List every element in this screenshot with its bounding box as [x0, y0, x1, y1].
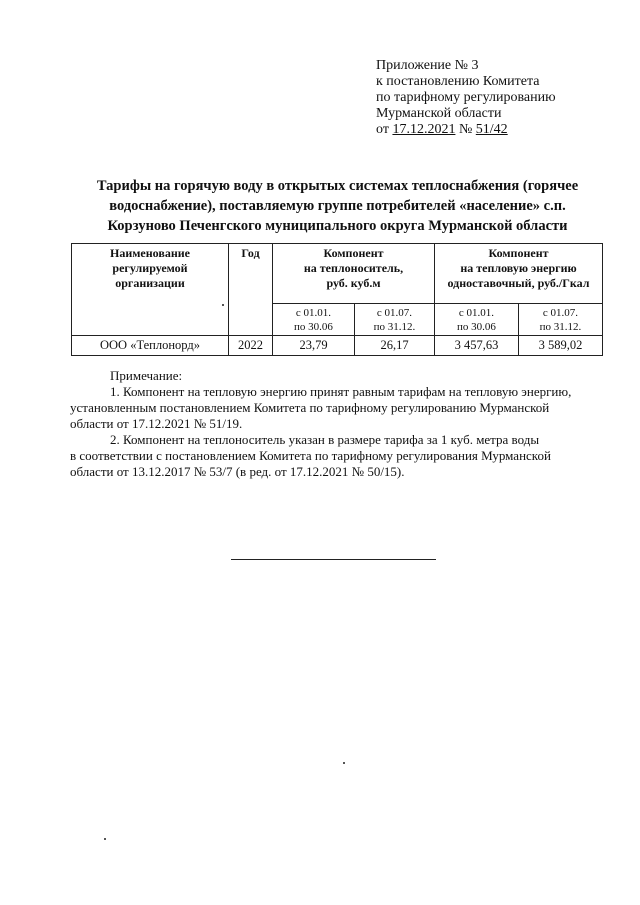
annex-line-1: Приложение № 3	[376, 58, 479, 73]
note-1-line-1: 1. Компонент на тепловую энергию принят равным тарифам на тепловую энергию,	[110, 384, 572, 399]
annex-line-5	[376, 122, 556, 138]
period-cell: с 01.01. по 30.06	[435, 304, 519, 336]
notes-heading: Примечание:	[110, 368, 183, 383]
note-1-line-3: области от 17.12.2021 № 51/19.	[70, 416, 243, 431]
note-2-line-1: 2. Компонент на теплоноситель указан в размере тарифа за 1 куб. метра воды	[110, 432, 540, 447]
title-line-2: водоснабжение), поставляемую группе потребителей «население» с.п.	[109, 198, 566, 214]
value-cell: 23,79	[273, 336, 355, 356]
annex-date: 17.12.2021	[392, 122, 456, 137]
note-2-line-2: в соответствии с постановлением Комитета по тарифному регулирования Мурманской	[70, 448, 551, 463]
header-row	[72, 244, 603, 304]
value-cell: 26,17	[355, 336, 435, 356]
title-line-3: Корзуново Печенгского муниципального округа Мурманской области	[107, 218, 568, 234]
scan-speck	[343, 762, 345, 764]
annex-line-4: Мурманской области	[376, 106, 502, 121]
annex-number-sign: №	[458, 122, 473, 137]
year-cell: 2022	[229, 336, 273, 356]
annex-from-label: от	[376, 122, 389, 137]
notes-block	[70, 368, 600, 480]
org-name-cell: ООО «Теплонорд»	[72, 336, 229, 356]
value-cell: 3 457,63	[435, 336, 519, 356]
annex-number: 51/42	[475, 122, 508, 137]
annex-line-2: к постановлению Комитета	[376, 74, 540, 89]
scan-speck	[104, 838, 106, 840]
annex-block	[376, 58, 556, 138]
table-row	[72, 336, 603, 356]
energy-header: Компонент на тепловую энергию одноставочный, руб./Гкал	[435, 244, 603, 304]
coolant-header: Компонент на теплоноситель, руб. куб.м	[273, 244, 435, 304]
value-cell: 3 589,02	[519, 336, 603, 356]
closing-rule	[231, 559, 436, 560]
period-cell: с 01.07. по 31.12.	[355, 304, 435, 336]
period-cell: с 01.01. по 30.06	[273, 304, 355, 336]
year-header: Год	[229, 244, 273, 336]
scan-speck	[222, 304, 224, 306]
note-2-line-3: области от 13.12.2017 № 53/7 (в ред. от 17.12.2021 № 50/15).	[70, 464, 405, 479]
tariff-table	[71, 243, 603, 356]
annex-line-3: по тарифному регулированию	[376, 90, 556, 105]
note-1-line-2: установленным постановлением Комитета по тарифному регулированию Мурманской	[70, 400, 550, 415]
title-line-1: Тарифы на горячую воду в открытых системах теплоснабжения (горячее	[96, 178, 579, 194]
document-title	[60, 176, 615, 236]
period-cell: с 01.07. по 31.12.	[519, 304, 603, 336]
org-header: Наименование регулируемой организации	[72, 244, 229, 336]
